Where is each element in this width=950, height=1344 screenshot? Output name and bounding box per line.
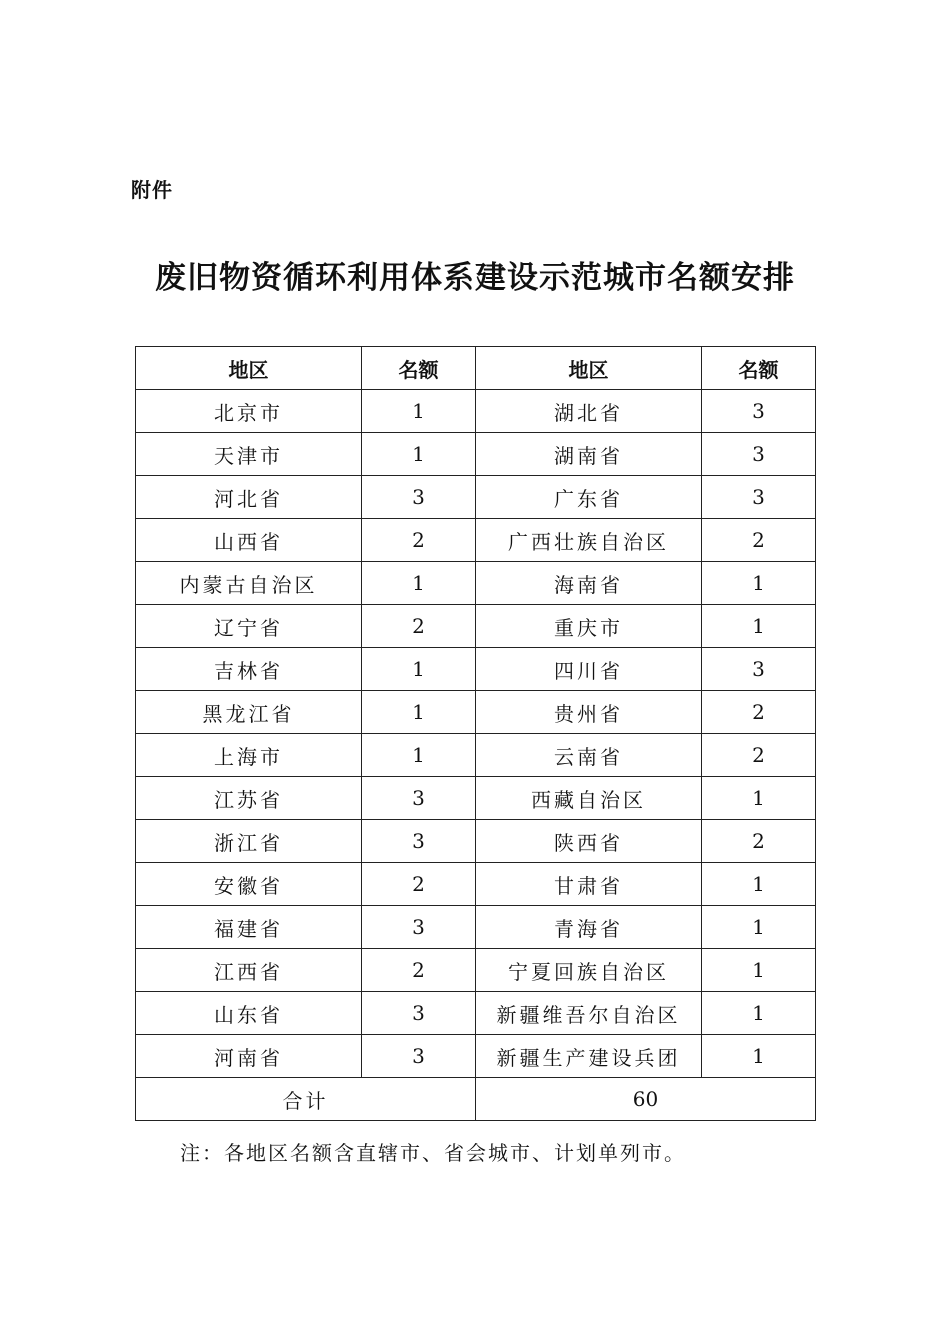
cell-region-right: 云南省: [476, 734, 702, 777]
cell-region-right: 贵州省: [476, 691, 702, 734]
cell-region-left: 河北省: [136, 476, 362, 519]
cell-quota-left: 1: [362, 648, 476, 691]
table-row: [136, 1035, 816, 1078]
cell-region-right: 西藏自治区: [476, 777, 702, 820]
table-row: [136, 820, 816, 863]
cell-region-left: 黑龙江省: [136, 691, 362, 734]
cell-quota-left: 3: [362, 906, 476, 949]
table-row: [136, 863, 816, 906]
cell-region-right: 新疆维吾尔自治区: [476, 992, 702, 1035]
table-row: [136, 648, 816, 691]
footnote: 注：各地区名额含直辖市、省会城市、计划单列市。: [180, 1141, 686, 1165]
cell-region-left: 上海市: [136, 734, 362, 777]
cell-region-left: 内蒙古自治区: [136, 562, 362, 605]
cell-region-left: 北京市: [136, 390, 362, 433]
table-row: [136, 734, 816, 777]
cell-quota-left: 1: [362, 734, 476, 777]
cell-region-left: 天津市: [136, 433, 362, 476]
cell-region-left: 江苏省: [136, 777, 362, 820]
cell-quota-right: 3: [702, 476, 816, 519]
cell-quota-left: 1: [362, 691, 476, 734]
cell-quota-right: 2: [702, 691, 816, 734]
cell-region-left: 福建省: [136, 906, 362, 949]
cell-region-left: 江西省: [136, 949, 362, 992]
cell-quota-right: 1: [702, 562, 816, 605]
cell-quota-left: 1: [362, 562, 476, 605]
cell-quota-left: 2: [362, 949, 476, 992]
cell-region-right: 湖南省: [476, 433, 702, 476]
cell-region-right: 湖北省: [476, 390, 702, 433]
cell-quota-left: 3: [362, 820, 476, 863]
cell-region-left: 山东省: [136, 992, 362, 1035]
cell-quota-right: 1: [702, 992, 816, 1035]
cell-quota-left: 3: [362, 1035, 476, 1078]
header-region-right: 地区: [476, 347, 702, 390]
cell-quota-right: 3: [702, 390, 816, 433]
cell-quota-left: 2: [362, 605, 476, 648]
cell-region-right: 重庆市: [476, 605, 702, 648]
table-row: [136, 476, 816, 519]
cell-region-right: 宁夏回族自治区: [476, 949, 702, 992]
cell-quota-right: 3: [702, 648, 816, 691]
header-quota-right: 名额: [702, 347, 816, 390]
quota-table: [135, 346, 816, 1121]
cell-region-right: 陕西省: [476, 820, 702, 863]
cell-region-left: 浙江省: [136, 820, 362, 863]
total-row: [136, 1078, 816, 1121]
total-value: 60: [476, 1078, 816, 1121]
table-row: [136, 906, 816, 949]
cell-quota-right: 1: [702, 605, 816, 648]
header-quota-left: 名额: [362, 347, 476, 390]
attachment-label: 附件: [131, 178, 173, 202]
table-row: [136, 992, 816, 1035]
cell-quota-right: 2: [702, 519, 816, 562]
cell-region-right: 青海省: [476, 906, 702, 949]
cell-region-left: 吉林省: [136, 648, 362, 691]
cell-region-left: 安徽省: [136, 863, 362, 906]
cell-quota-right: 1: [702, 777, 816, 820]
cell-region-right: 甘肃省: [476, 863, 702, 906]
table-row: [136, 433, 816, 476]
table-row: [136, 949, 816, 992]
cell-quota-left: 1: [362, 433, 476, 476]
cell-quota-left: 3: [362, 777, 476, 820]
cell-region-left: 辽宁省: [136, 605, 362, 648]
cell-quota-left: 1: [362, 390, 476, 433]
cell-region-right: 广东省: [476, 476, 702, 519]
table-row: [136, 390, 816, 433]
cell-region-left: 河南省: [136, 1035, 362, 1078]
cell-region-right: 海南省: [476, 562, 702, 605]
table-body: [136, 390, 816, 1078]
cell-quota-left: 2: [362, 519, 476, 562]
cell-region-right: 广西壮族自治区: [476, 519, 702, 562]
cell-region-right: 新疆生产建设兵团: [476, 1035, 702, 1078]
cell-quota-left: 2: [362, 863, 476, 906]
cell-region-left: 山西省: [136, 519, 362, 562]
cell-quota-right: 2: [702, 734, 816, 777]
table-row: [136, 562, 816, 605]
table-header-row: [136, 347, 816, 390]
table-row: [136, 691, 816, 734]
table-row: [136, 605, 816, 648]
cell-region-right: 四川省: [476, 648, 702, 691]
cell-quota-right: 1: [702, 949, 816, 992]
total-label: 合计: [136, 1078, 476, 1121]
cell-quota-right: 2: [702, 820, 816, 863]
cell-quota-right: 1: [702, 1035, 816, 1078]
cell-quota-left: 3: [362, 476, 476, 519]
page-title: 废旧物资循环利用体系建设示范城市名额安排: [155, 260, 795, 296]
table-row: [136, 519, 816, 562]
cell-quota-right: 1: [702, 863, 816, 906]
table-row: [136, 777, 816, 820]
cell-quota-right: 3: [702, 433, 816, 476]
cell-quota-right: 1: [702, 906, 816, 949]
header-region-left: 地区: [136, 347, 362, 390]
cell-quota-left: 3: [362, 992, 476, 1035]
